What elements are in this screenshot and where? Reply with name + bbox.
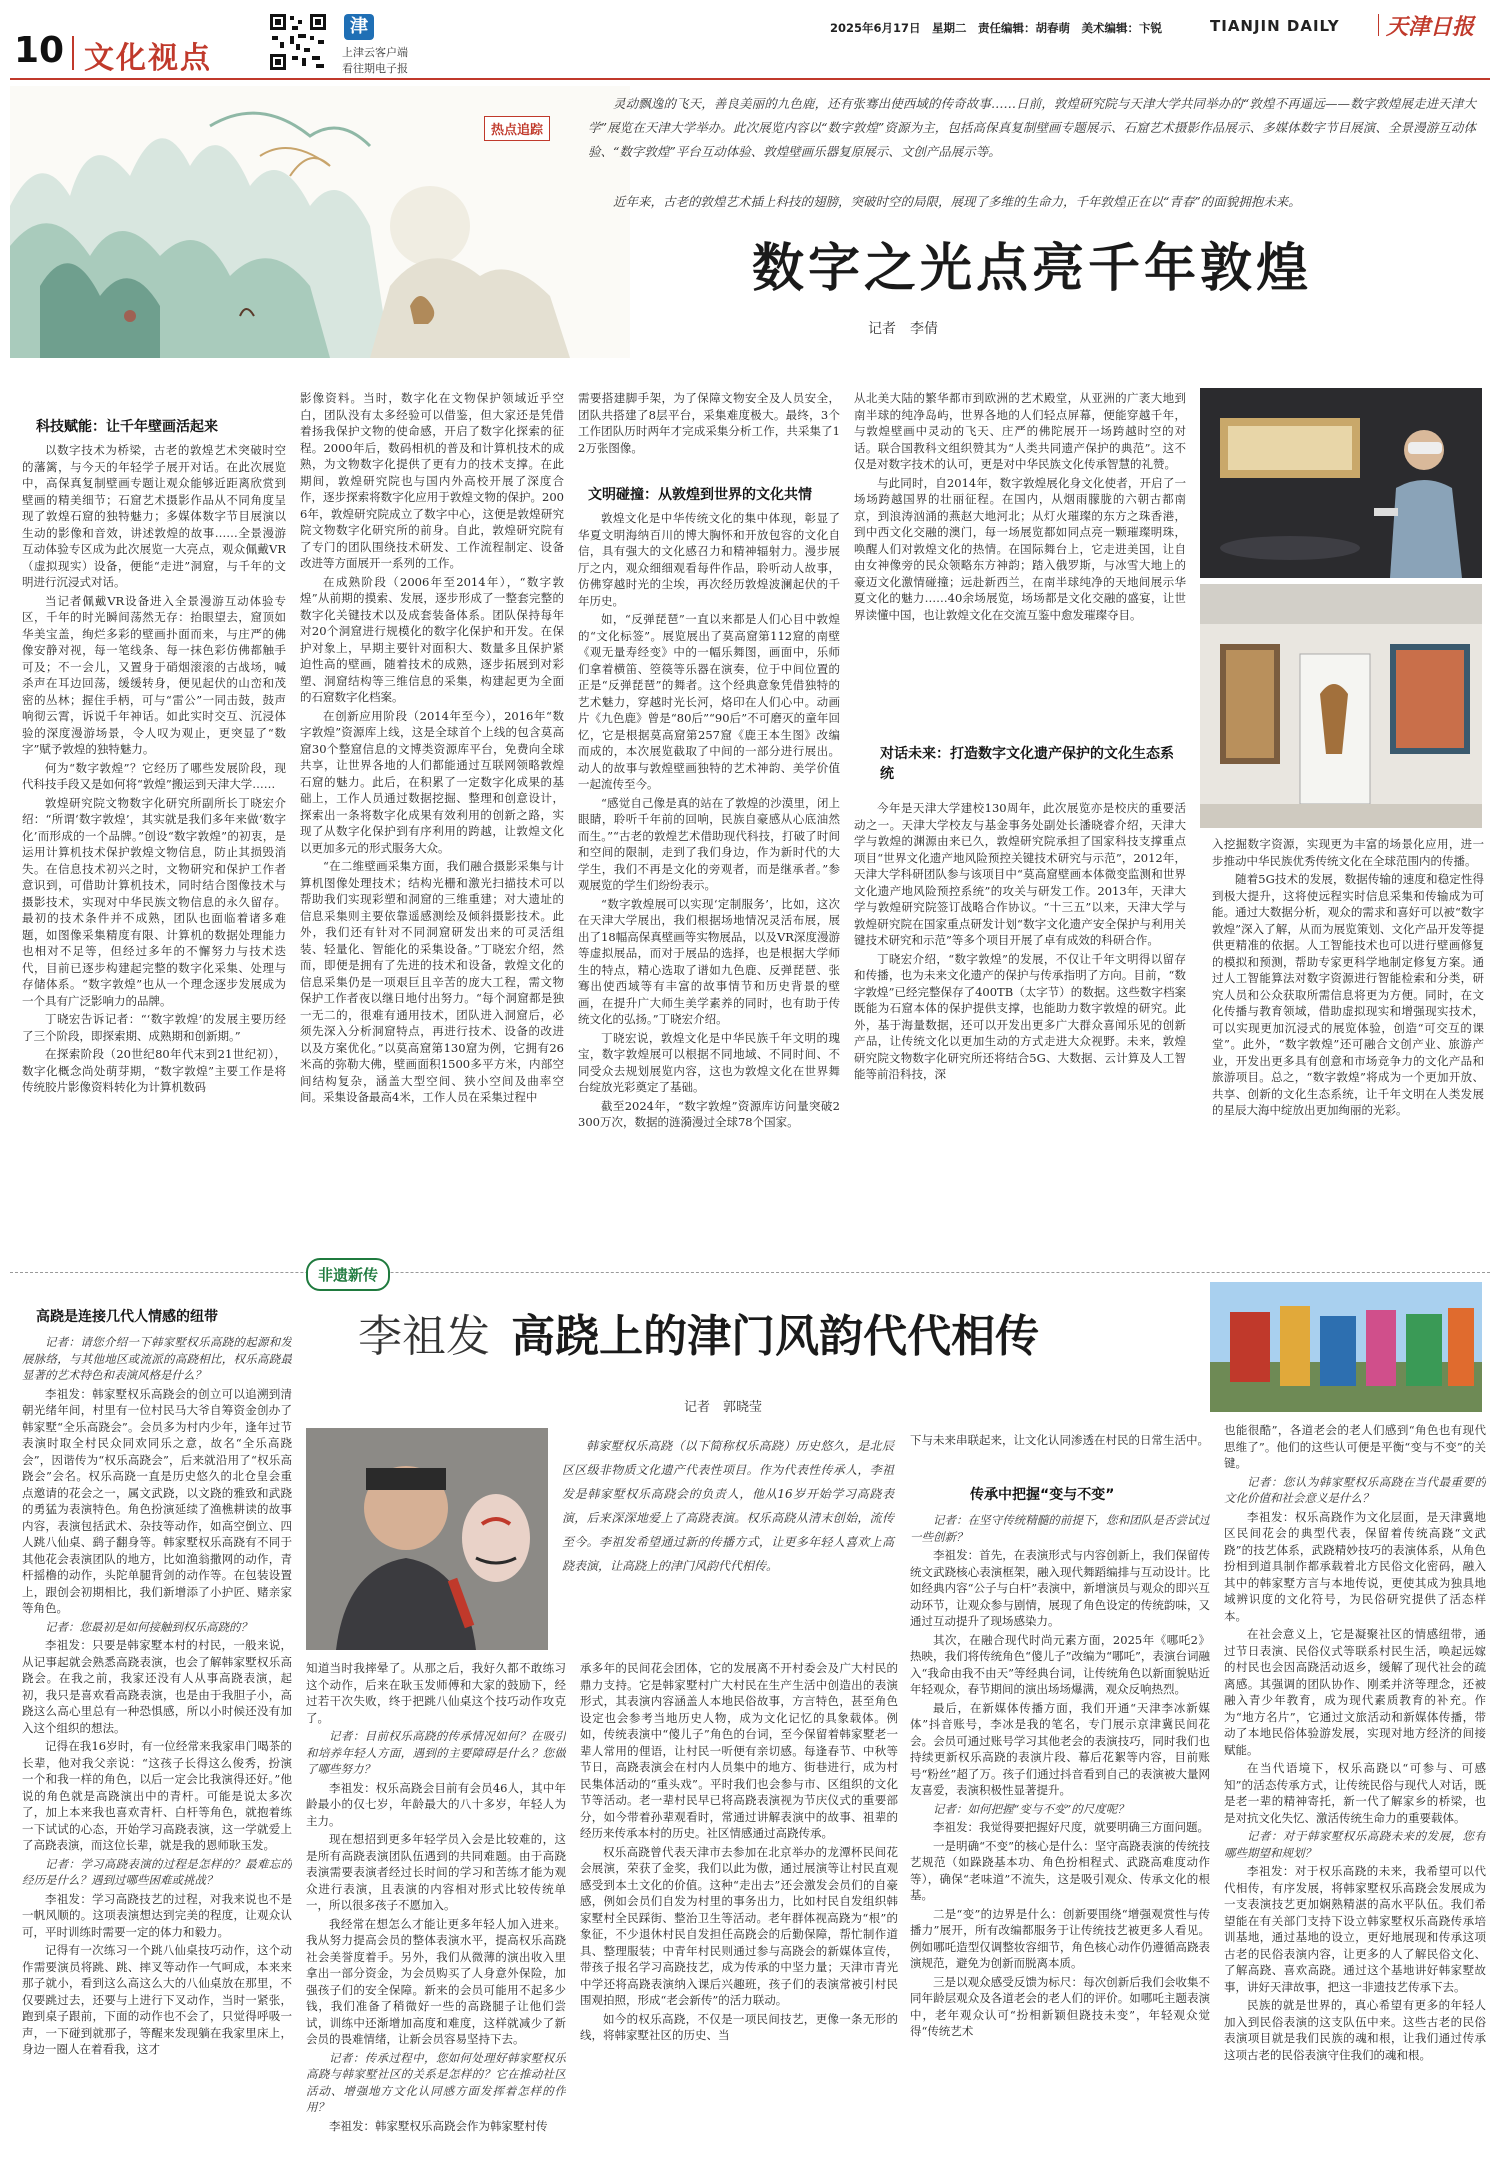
client-caption-1: 上津云客户端: [342, 46, 408, 59]
bottom-column-4a: 下与未来串联起来，让文化认同渗透在村民的日常生活中。: [910, 1433, 1209, 1447]
bottom-column-tag: 非遗新传: [306, 1258, 390, 1291]
masthead-english: TIANJIN DAILY: [1210, 17, 1340, 35]
header-rule: [10, 78, 1490, 80]
byline: 记者 李倩: [868, 321, 938, 337]
bottom-intro: 韩家墅权乐高跷（以下简称权乐高跷）历史悠久，是北辰区区级非物质文化遗产代表性项目。作为代表性传承人，李祖发是韩家墅权乐高跷会的负责人，他从16岁开始学习高跷表演，后来深深地爱上了高跷表演。权乐高跷从清末创始，流传至今。李祖发希望通过新的传播方式，让更多年轻人喜欢上高跷表演，让高跷上的津门风韵代代相传。: [562, 1439, 894, 1573]
subhead-tech: 科技赋能：让千年壁画活起来: [36, 419, 218, 435]
qr-code[interactable]: [268, 12, 328, 72]
bottom-headline: [358, 1300, 1039, 1364]
troupe-group-photo: [1210, 1282, 1482, 1412]
vr-visitor-photo: [1200, 388, 1482, 578]
sidebar-title: 高跷是连接几代人情感的纽带: [36, 1309, 218, 1325]
top-column-4: 从北美大陆的繁华都市到欧洲的艺术殿堂，从亚洲的广袤大地到南半球的纯净岛屿，世界各地的人们轻点屏幕，便能穿越千年，与敦煌壁画中灵动的飞天、庄严的佛陀展开一场跨越时空的对话。联合国教科文组织赞其为“人类共同遗产保护的典范”。这不仅是对数字技术的认可，更是对中华民族文化传承智慧的礼赞。 与此同时，自2014年，数字敦煌展化身文化使者，开启了一场场跨越国界的壮丽征程。在国内，从烟雨朦胧的六朝古都南京，到浪涛汹涌的燕赵大地河北；从灯火璀璨的东方之珠香港，到中西文化交融的澳门，每一场展览都如同点亮一颗璀璨明珠，唤醒人们对敦煌文化的热情。在国际舞台上，它走进美国，让自由女神像旁的民众领略东方神韵；踏入俄罗斯，与冰雪大地上的豪迈文化激情碰撞；远赴新西兰，在南半球纯净的天地间展示华夏文化的魅力……40余场展览，场场都是文化交融的盛宴，让世界读懂中国，也让敦煌文化在交流互鉴中愈发璀璨夺目。: [854, 391, 1186, 622]
column-tag: 热点追踪: [484, 116, 550, 141]
story-divider: [10, 1272, 1490, 1274]
bottom-column-3: 承多年的民间花会团体，它的发展离不开村委会及广大村民的鼎力支持。它是韩家墅村广大村民在生产生活中创造出的表演形式，其表演内容涵盖人本地民俗故事，方言特色，甚至角色设定也会参考当地历史人物，成为文化记忆的具象载体。例如，传统表演中“傻儿子”角色的台词，至今保留着韩家墅老一辈人常用的俚语，让村民一听便有亲切感。每逢春节、中秋等节日，高跷表演会在村内人员集中的地方、街巷进行，成为村民集体活动的“重头戏”。平时我们也会参与市、区组织的文化节等活动。老一辈村民早已将高跷表演视为节庆仪式的重要部分，如今带着孙辈观看时，常通过讲解表演中的故事、祖辈的经历来传承本村的历史。社区情感通过高跷传承。 权乐高跷曾代表天津市去参加在北京举办的龙潭杯民间花会展演，荣获了金奖，我们以此为傲，通过展演等让村民直观感受到本土文化的价值。这种“走出去”还会激发会员们的自豪感，例如会员们自发为村里的事务出力，比如村民自发组织韩家墅村全民踩街、整治卫生等活动。老年群体视高跷为“根”的象征，不少退休村民自发担任高跷会的后勤保障，帮忙制作道具、整理服装；中青年村民则通过参与高跷会的新媒体宣传，带孩子报名学习高跷技艺，成为传承的中坚力量；天津市青光中学还将高跷表演纳入课后兴趣班，孩子们的表演常被引村民围观拍照，形成“老会新传”的活力联动。 如今的权乐高跷，不仅是一项民间技艺，更像一条无形的线，将韩家墅社区的历史、当: [580, 1661, 898, 2042]
top-column-4b: 今年是天津大学建校130周年，此次展览亦是校庆的重要活动之一。天津大学校友与基金事务处副处长潘晓睿介绍，天津大学与敦煌的渊源由来已久，敦煌研究院承担了国家科技支撑重点项目“世界文化遗产地风险预控关键技术研究与示范”，2012年，天津大学科研团队参与该项目中“莫高窟壁画本体微变监测和世界文化遗产地风险预控系统”的攻关与研发工作。2013年，天津大学与敦煌研究院签订战略合作协议。“十三五”以来，天津大学与敦煌研究院在国家重点研发计划“数字文化遗产安全保护与利用关键技术研究和示范”等多个项目开展了卓有成效的科研合作。 丁晓宏介绍，“数字敦煌”的发展，不仅让千年文明得以留存和传播，也为未来文化遗产的保护与传承指明了方向。目前，“数字敦煌”已经完整保存了400TB（太字节）的数据。这些数字档案既能为石窟本体的保护提供支撑，也能助力数字敦煌的研究。此外，基于海量数据，还可以开发出更多广大群众喜闻乐见的创新产品，让传统文化以更加生动的方式走进大众视野。未来，敦煌研究院文物数字化研究所还将结合5G、大数据、云计算及人工智能等前沿科技，深: [854, 801, 1186, 1081]
top-column-1: 以数字技术为桥梁，古老的敦煌艺术突破时空的藩篱，与今天的年轻学子展开对话。在此次展览中，高保真复制壁画专题让观众能够近距离欣赏到壁画的精美细节；石窟艺术摄影作品从不同角度呈现了敦煌石窟的独特魅力；多媒体数字节目展演以生动的影像和音效，讲述敦煌的故事……全景漫游互动体验专区成为此次展览一大亮点，观众佩戴VR（虚拟现实）设备，便能“走进”洞窟，与千年的文明进行沉浸式对话。 当记者佩戴VR设备进入全景漫游互动体验专区，千年的时光瞬间荡然无存：抬眼望去，窟顶如华美宝盖，绚烂多彩的壁画扑面而来，与庄严的佛像安静对视，每一笔线条、每一抹色彩仿佛都触手可及；不一会儿，又置身于硝烟滚滚的古战场，喊杀声在耳边回荡，缓缓转身，便见起伏的山峦和茂密的丛林；握住手柄，可与“雷公”一同击鼓，鼓声响彻云霄，诉说千年神话。如此实时交互、沉浸体验的深度漫游场景，令人叹为观止，更突显了“数字”赋予敦煌的独特魅力。 何为“数字敦煌”？它经历了哪些发展阶段，现代科技手段又是如何将“敦煌”搬运到天津大学…… 敦煌研究院文物数字化研究所副所长丁晓宏介绍：“所谓‘数字敦煌’，其实就是我们多年来做‘数字化’而形成的一个品牌。”创设“数字敦煌”的初衷，是运用计算机技术保护敦煌文物信息，防止其损毁消失。在信息技术初兴之时，文物研究和保护工作者意识到，可借助计算机技术，同时结合图像技术与摄影技术，实现对中华民族文物信息的永久留存。最初的技术条件并不成熟，团队也面临着诸多难题，如图像采集精度有限、计算机的数据处理能力也相对不足等，但经过多年的不懈努力与技术迭代，目前已逐步构建起完整的数字化采集、处理与存储体系。“数字敦煌”也从一个理念逐步发展成为一个具有广泛影响力的品牌。 丁晓宏告诉记者：“‘数字敦煌’的发展主要历经了三个阶段，即探索期、成熟期和创新期。” 在探索阶段（20世纪80年代末到21世纪初），数字化概念尚处萌芽期，“数字敦煌”主要工作是将传统胶片影像资料转化为计算机数码: [22, 443, 286, 1094]
top-column-3a: 需要搭建脚手架，为了保障文物安全及人员安全，团队共搭建了8层平台，采集难度极大。最终，3个工作团队历时两年才完成采集分析工作，共采集了12万张图像。: [578, 391, 840, 454]
subhead-future: 对话未来：打造数字文化遗产保护的文化生态系统: [880, 746, 1174, 782]
headline: 数字之光点亮千年敦煌: [751, 239, 1312, 299]
bottom-column-2: 知道当时我摔晕了。从那之后，我好久都不敢练习这个动作，后来在耿玉发师傅和大家的鼓励下，经过若干次失败，终于把跳八仙桌这个技巧动作攻克了。 记者：目前权乐高跷的传承情况如何？在吸引和培养年轻人方面，遇到的主要障碍是什么？您做了哪些努力？ 李祖发：权乐高跷会目前有会员46人，其中年龄最小的仅七岁，年龄最大的八十多岁，年轻人为主力。 现在想招到更多年轻学员入会是比较难的，这是所有高跷表演团队伍遇到的共同难题。由于高跷表演需要表演者经过长时间的学习和苦练才能为观众进行表演，且表演的内容相对形式比较传统单一，所以很多孩子不愿加入。 我经常在想怎么才能让更多年轻人加入进来。我从努力提高会员的整体表演水平，提高权乐高跷社会美誉度着手。另外，我们从微薄的演出收入里拿出一部分资金，为会员购买了人身意外保险，加强孩子们的安全保障。新来的会员可能用不起多少钱，我们准备了稍微好一些的高跷腿子让他们尝试，训练中还渐增加高度和难度，这样就减少了新会员的畏难情绪，让新会员容易坚持下去。 记者：传承过程中，您如何处理好韩家墅权乐高跷与韩家墅社区的关系是怎样的？它在推动社区活动、增强地方文化认同感方面发挥着怎样的作用？ 李祖发：韩家墅权乐高跷会作为韩家墅村传: [306, 1661, 566, 2133]
bottom-column-5: 也能很酷”，各道老会的老人们感到“角色也有现代思维了”。他们的这些认可便是平衡“变与不变”的关键。 记者：您认为韩家墅权乐高跷在当代最重要的文化价值和社会意义是什么？ 李祖发：权乐高跷作为文化层面，是天津冀地区民间花会的典型代表，保留着传统高跷“文武跷”的技艺体系，武跷精妙技巧的表演体系，从角色扮相到道具制作都承载着北方民俗文化密码，融入其中的韩家墅方言与本地传说，更使其成为独具地域辨识度的文化符号，为民俗研究提供了活态样本。 在社会意义上，它是凝聚社区的情感纽带，通过节日表演、民俗仪式等联系村民生活，唤起远嫁的村民也会因高跷活动返乡，缓解了现代社会的疏离感。其强调的团队协作、刚柔并济等理念，还被融入青少年教育，成为现代素质教育的补充。作为“地方名片”，它通过文旅活动和新媒体传播，带动了本地民俗体验游发展，实现对地方经济的间接赋能。 在当代语境下，权乐高跷以“可参与、可感知”的活态传承方式，让传统民俗与现代人对话，既是老一辈的精神寄托，新一代了解家乡的桥梁，也是对抗文化失忆、激活传统生命力的重要载体。 记者：对于韩家墅权乐高跷未来的发展，您有哪些期望和规划？ 李祖发：对于权乐高跷的未来，我希望可以代代相传，有序发展，将韩家墅权乐高跷会发展成为一支表演技艺更加娴熟精湛的高水平队伍。我们希望能在有关部门支持下设立韩家墅权乐高跷传承培训基地，通过基地的设立，更好地展现和传承这项古老的民俗表演内容，让更多的人了解民俗文化、了解高跷、喜欢高跷。通过这个基地讲好韩家墅故事，讲好天津故事，把这一非遗技艺传承下去。 民族的就是世界的，真心希望有更多的年轻人加入到民俗表演的这支队伍中来。这些古老的民俗表演项目就是我们民族的魂和根，让我们通过传承这项古老的民俗表演守住我们的魂和根。: [1224, 1423, 1486, 2062]
date-line: 2025年6月17日 星期二 责任编辑：胡春萌 美术编辑：卞锐: [830, 21, 1163, 35]
header-divider: [72, 36, 74, 70]
exhibit-hall-photo: [1200, 584, 1482, 828]
bottom-byline: 记者 郭晓莹: [684, 1400, 763, 1415]
page-number: 10: [14, 30, 65, 71]
subhead-change: 传承中把握“变与不变”: [970, 1487, 1115, 1503]
top-column-5: 入挖掘数字资源，实现更为丰富的场景化应用，进一步推动中华民族优秀传统文化在全球范围内的传播。 随着5G技术的发展，数据传输的速度和稳定性得到极大提升，这将使远程实时信息采集和传输成为可能。通过大数据分析，观众的需求和喜好可以被“数字敦煌”深入了解，从而为展览策划、文化产品开发等提供更精准的依据。人工智能技术也可以进行壁画修复的模拟和预测，帮助专家更科学地制定修复方案。通过人工智能算法对数字资源进行智能检索和分类，研究人员和公众获取所需信息将更为方便。同时，在文化传播与教育领域，借助虚拟现实和增强现实技术，可以实现更加沉浸式的展览体验，创造“可交互的课堂”。此外，“数字敦煌”还可融合文创产业、旅游产业，开发出更多具有创意和市场竞争力的文化产品和旅游项目。总之，“数字敦煌”将成为一个更加开放、共享、创新的文化生态系统，让千年文明在人类发展的星辰大海中绽放出更加绚丽的光彩。: [1212, 837, 1484, 1117]
masthead-chinese: 天津日报: [1386, 14, 1475, 40]
subhead-civilization: 文明碰撞：从敦煌到世界的文化共情: [588, 487, 812, 503]
headline-name: 李祖发: [358, 1311, 490, 1362]
top-column-3b: 敦煌文化是中华传统文化的集中体现，彰显了华夏文明海纳百川的博大胸怀和开放包容的文化自信，具有强大的文化感召力和精神辐射力。漫步展厅之内，观众细细观看每件作品，聆听动人故事，仿佛穿越时光的尘埃，再次经历敦煌波澜起伏的千年历史。 如，“反弹琵琶”一直以来都是人们心目中敦煌的“文化标签”。展览展出了莫高窟第112窟的南壁《观无量寿经变》中的一幅乐舞图，画面中，乐师们拿着横笛、箜篌等乐器在演奏，位于中间位置的正是“反弹琵琶”的舞者。这个经典意象凭借独特的艺术魅力，穿越时光长河，烙印在人们心中。动画片《九色鹿》曾是“80后”“90后”不可磨灭的童年回忆，它是根据莫高窟第257窟《鹿王本生图》改编而成的，本次展览截取了中间的一部分进行展出。动人的故事与敦煌壁画独特的艺术神韵、美学价值一起流传至今。 “感觉自己像是真的站在了敦煌的沙漠里，闭上眼睛，聆听千年前的回响，民族自豪感从心底油然而生。”“古老的敦煌艺术借助现代科技，打破了时间和空间的限制，走到了我们身边，作为新时代的大学生，我们不再是文化的旁观者，而是继承者。”参观展览的学生们纷纷表示。 “数字敦煌展可以实现‘定制服务’，比如，这次在天津大学展出，我们根据场地情况灵活布展，展出了18幅高保真壁画等实物展品，以及VR深度漫游等虚拟展品，而对于展品的选择，也是根据大学师生的特点，精心选取了谱如九色鹿、反弹琵琶、张骞出使西域等有丰富的故事情节和历史背景的壁画，在提升广大师生美学素养的同时，也有助于传统文化的弘扬。”丁晓宏介绍。 丁晓宏说，敦煌文化是中华民族千年文明的瑰宝，数字敦煌展可以根据不同地域、不同时间、不同受众去规划展览内容，这也为敦煌文化在世界舞台绽放光彩奠定了基础。 截至2024年，“数字敦煌”资源库访问量突破2300万次，数据的涟漪漫过全球78个国家。: [578, 511, 840, 1129]
bottom-column-1: 记者：请您介绍一下韩家墅权乐高跷的起源和发展脉络，与其他地区或流派的高跷相比，权乐高跷最显著的艺术特色和表演风格是什么？ 李祖发：韩家墅权乐高跷会的创立可以追溯到清朝光绪年间，村里有一位村民马大爷自筹资金创办了韩家墅“全乐高跷会”。会员多为村内少年，逢年过节表演时取全村民众同欢同乐之意，故名“全乐高跷会”，因谐传为“权乐高跷会”，后来就沿用了“权乐高跷会”会名。权乐高跷一直是历史悠久的北仓皇会重点邀请的花会之一，属文武跷，以文跷的雅致和武跷的勇猛为表演特色。角色扮演延续了渔樵耕读的故事内容，表演包括武术、杂技等动作，如高空倒立、四人跳八仙桌、鹞子翻身等。韩家墅权乐高跷有不同于其他花会表演团队的地方，比如渔翁撒网的动作，青杆摇橹的动作，头陀单腿背剑的动作等。在包装设置上，跟创会初期相比，我们新增添了小护匠、赌亲家等角色。 记者：您最初是如何接触到权乐高跷的？ 李祖发：只要是韩家墅本村的村民，一般来说，从记事起就会熟悉高跷表演，也会了解韩家墅权乐高跷会。在我之前，我家还没有人从事高跷表演，起初，我只是喜欢看高跷表演，也是由于我胆子小，高跷这么高心里总有一种恐惧感，所以小时候还没有加入这个组织的想法。 记得在我16岁时，有一位经常来我家串门喝茶的长辈，他对我父亲说：“这孩子长得这么俊秀，扮演一个和我一样的角色，以后一定会比我演得还好。”他说的角色就是高跷演出中的青杆。可能是说太多次了，加上本来我也喜欢青杆、白杆等角色，就抱着练一下试试的心态，开始学习高跷表演，这一学就爱上了高跷表演，而这位长辈，就是我的恩师耿玉发。 记者：学习高跷表演的过程是怎样的？最难忘的经历是什么？遇到过哪些困难或挑战？ 李祖发：学习高跷技艺的过程，对我来说也不是一帆风顺的。这项表演想达到完美的程度，让观众认可，平时训练时需要一定的体力和毅力。 记得有一次练习一个跳八仙桌技巧动作，这个动作需要演员将跳、跳、摔叉等动作一气呵成，本来来那子就小，看到这么高这么大的八仙桌放在那里，不仅要跳过去，还要与上进行下叉动作，当时一紧张，跑到桌子跟前，下面的动作也不会了，只觉得呼吸一声，一下碰到就那子，等醒来发现躺在我家里床上，身边一圈人在着看我，这才: [22, 1335, 292, 2056]
story-intro-2: 近年来，古老的敦煌艺术插上科技的翅膀，突破时空的局限，展现了多维的生命力，千年敦煌正在以“青春”的面貌拥抱未来。: [613, 194, 1301, 209]
client-caption-2: 看往期电子报: [342, 62, 408, 75]
bottom-column-4b: 记者：在坚守传统精髓的前提下，您和团队是否尝试过一些创新？ 李祖发：首先，在表演形式与内容创新上，我们保留传统文武跷核心表演框架，融入现代舞蹈编排与互动设计。比如经典内容“公子与白杆”表演中，新增演员与观众的即兴互动环节，让观众参与剧情，展现了角色设定的传统韵味，又通过互动提升了现场感染力。 其次，在融合现代时尚元素方面，2025年《哪吒2》热映，我们将传统角色“傻儿子”改编为“哪吒”，表演台词融入“我命由我不由天”等经典台词，让传统角色以新面貌贴近年轻观众，春节期间的演出场场爆满，观众反响热烈。 最后，在新媒体传播方面，我们开通“天津李冰新媒体”抖音账号，李冰是我的笔名，专门展示京津冀民间花会。会员可通过账号学习其他老会的表演技巧，同时我们也持续更新权乐高跷的表演片段、幕后花絮等内容，目前账号“粉丝”超了万。孩子们通过抖音看到自己的表演被大量网友喜爱，表演积极性显著提升。 记者：如何把握“变与不变”的尺度呢？ 李祖发：我觉得要把握好尺度，就要明确三方面问题。 一是明确“不变”的核心是什么：坚守高跷表演的传统技艺规范（如跺跷基本功、角色扮相程式、武跷高难度动作等），确保“老味道”不流失，这是吸引观众、传承文化的根基。 二是“变”的边界是什么：创新要围绕“增强观赏性与传播力”展开，所有改编都服务于让传统技艺被更多人看见。例如哪吒造型仅调整妆容细节，角色核心动作仍遵循高跷表演规范，避免为创新而脱离本质。 三是以观众感受反馈为标尺：每次创新后我们会收集不同年龄层观众及各道老会的老人们的评价。如哪吒主题表演中，老年观众认可“扮相新颖但跷技未变”，年轻观众觉得“传统艺术: [910, 1513, 1210, 2038]
headline-main: 高跷上的津门风韵代代相传: [511, 1311, 1040, 1362]
li-zufa-portrait: [306, 1428, 548, 1650]
story-intro: 灵动飘逸的飞天，善良美丽的九色鹿，还有张骞出使西域的传奇故事……日前，敦煌研究院与天津大学共同举办的“敦煌不再遥远——数字敦煌展走进天津大学”展览在天津大学举办。此次展览内容以“数字敦煌”资源为主，包括高保真复制壁画专题展示、石窟艺术摄影作品展示、多媒体数字节目展演、全景漫游互动体验、“数字敦煌”平台互动体验、敦煌壁画乐器复原展示、文创产品展示等。: [588, 96, 1476, 159]
top-column-2: 影像资料。当时，数字化在文物保护领域近乎空白，团队没有太多经验可以借鉴，但大家还是凭借着扬我保护文物的使命感，开启了数字化探索的征程。2000年后，数码相机的普及和计算机技术的成熟，为文物数字化提供了更有力的技术支撑。在此期间，敦煌研究院也与国内外高校开展了深度合作，逐步探索将数字化应用于敦煌文物的保护。2006年，敦煌研究院成立了数字中心，这便是敦煌研究院文物数字化研究所的前身。自此，敦煌研究院有了专门的团队围绕技术研发、工作流程制定、设备改进等方面展开一系列的工作。 在成熟阶段（2006年至2014年），“数字敦煌”从前期的摸索、发展，逐步形成了一整套完整的数字化关键技术以及成套装备体系。团队保持每年对20个洞窟进行规模化的数字化保护和开发。在保护对象上，早期主要针对面积大、数量多且保护紧迫性高的壁画，随着技术的成熟，逐步拓展到对彩塑、洞窟结构等三维信息的采集，构建起更为全面的石窟数字化档案。 在创新应用阶段（2014年至今），2016年“数字敦煌”资源库上线，这是全球首个上线的包含莫高窟30个整窟信息的文博类资源库平台，免费向全球共享，让世界各地的人们都能通过互联网领略敦煌石窟的魅力。此后，在积累了一定数字化成果的基础上，工作人员通过数据挖掘、整理和创意设计，探索出一条将数字化成果有效利用的创新之路，实现了从数字化保护到有序利用的跨越，让敦煌文化以更加多元的形式服务大众。 “在二维壁画采集方面，我们融合摄影采集与计算机图像处理技术；结构光栅和激光扫描技术可以帮助我们实现彩塑和洞窟的三维重建；对大遗址的信息采集则主要依靠遥感测绘及倾斜摄影技术。此外，我们还有针对不同洞窟研发出来的可灵活组装、轻量化、智能化的采集设备。”丁晓宏介绍，然而，即便是拥有了先进的技术和设备，敦煌文化的信息采集仍是一项艰巨且辛苦的庞大工程，需文物保护工作者夜以继日地付出努力。“每个洞窟都是独一无二的，很难有通用技术，团队进入洞窟后，必须先深入分析洞窟特点，再进行技术、设备的改进以及方案优化。”以莫高窟第130窟为例，它拥有26米高的弥勒大佛，壁画面积1500多平方米，内部空间结构复杂，涵盖大型空间、狭小空间及曲率空间。采集设备最高4米，工作人员在采集过程中: [300, 391, 564, 1104]
client-logo-icon: 津: [344, 14, 374, 40]
section-title: 文化视点: [84, 41, 212, 76]
masthead-divider: [1378, 14, 1379, 36]
